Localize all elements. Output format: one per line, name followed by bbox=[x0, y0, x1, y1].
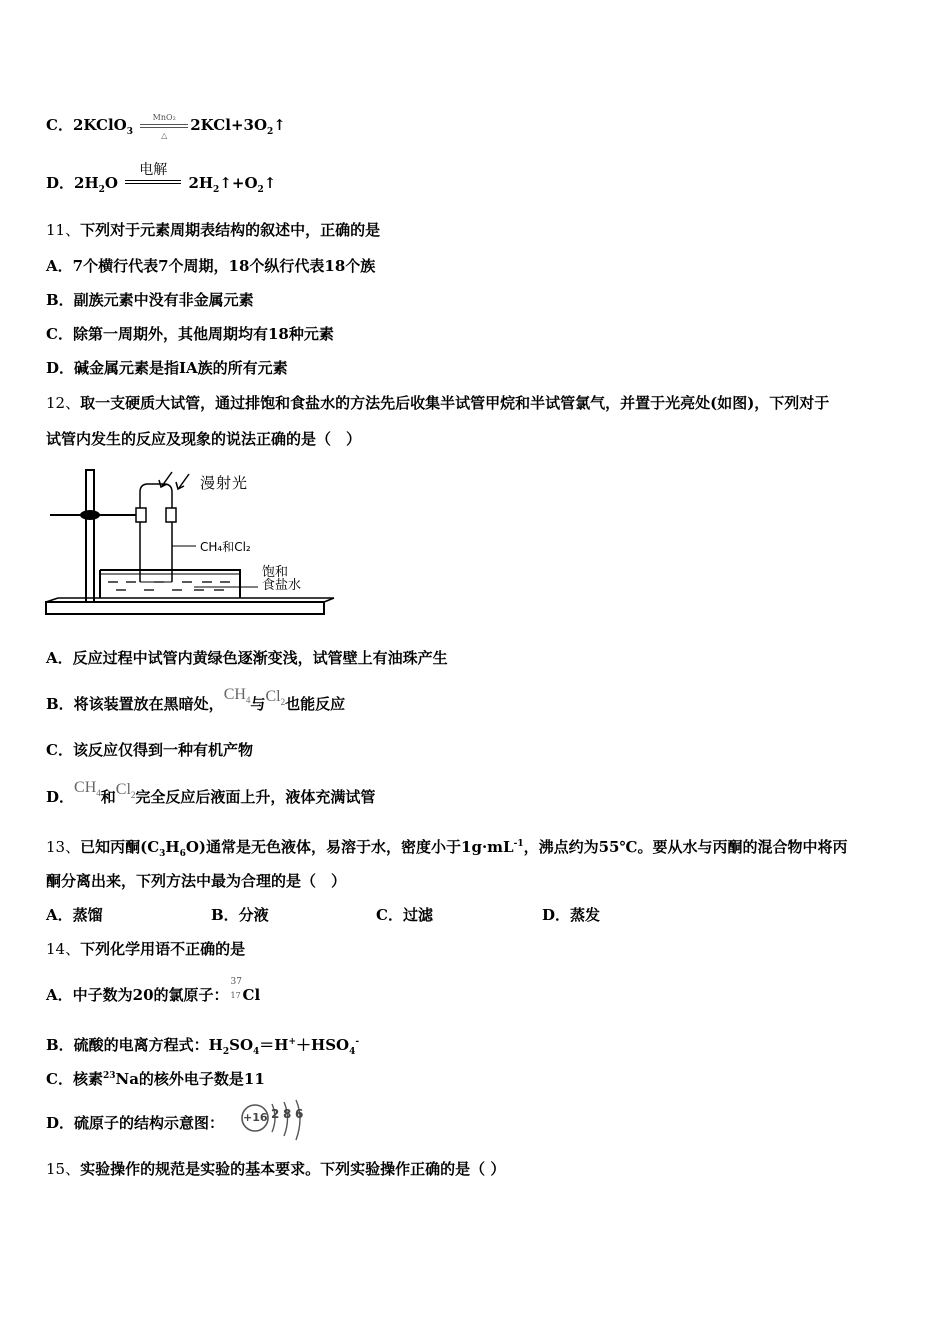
q12-apparatus-figure bbox=[44, 466, 344, 618]
q11-option-d: D．碱金属元素是指ⅠA族的所有元素 bbox=[46, 359, 288, 377]
q13-stem-line2: 酮分离出来，下列方法中最为合理的是（ ） bbox=[46, 872, 347, 890]
q12-option-d: D．$CH_4$和$Cl_2$完全反应后液面上升，液体充满试管 bbox=[46, 779, 376, 806]
nuclide-notation: 37 17 bbox=[230, 977, 242, 1000]
q10-option-d: D．$2H_2O$ 电解 $2H_2↑+O_2↑$ bbox=[46, 162, 277, 195]
label-ch4-cl2: CH₄和Cl₂ bbox=[200, 540, 251, 554]
q11-stem: 11、下列对于元素周期表结构的叙述中，正确的是 bbox=[46, 221, 381, 239]
q14-option-d: D．硫原子的结构示意图： bbox=[46, 1114, 225, 1132]
label-saturated-brine: 饱和 食盐水 bbox=[262, 565, 302, 593]
q13-stem-line1: 13、已知丙酮$(C_3H_6O)$通常是无色液体，易溶于水，密度小于$1g\cdot mL^{-1}$，沸点约为55℃。要从水与丙酮的混合物中将丙 bbox=[46, 838, 848, 859]
q13-option-a: A．蒸馏 bbox=[46, 906, 103, 924]
q14-option-a: A．中子数为20的氯原子： 37 17 Cl bbox=[46, 977, 261, 1004]
shell-electrons-3: 6 bbox=[295, 1107, 304, 1121]
q14-option-b: B．硫酸的电离方程式：$H_2SO_4=H^++HSO_4^-$ bbox=[46, 1036, 360, 1057]
q12-stem-line2: 试管内发生的反应及现象的说法正确的是（ ） bbox=[46, 430, 362, 448]
q11-option-c: C．除第一周期外，其他周期均有18种元素 bbox=[46, 325, 334, 343]
q13-option-d: D．蒸发 bbox=[542, 906, 601, 924]
q13-options bbox=[46, 905, 646, 925]
label-diffuse-light: 漫射光 bbox=[200, 474, 249, 492]
q15-stem: 15、实验操作的规范是实验的基本要求。下列实验操作正确的是（ ） bbox=[46, 1160, 506, 1178]
reaction-condition-mno2: MnO₂ △ bbox=[138, 116, 190, 136]
q12-option-c: C．该反应仅得到一种有机产物 bbox=[46, 741, 253, 759]
shell-electrons-1: 2 bbox=[271, 1107, 280, 1121]
reaction-condition-electrolysis: 电解 bbox=[123, 174, 183, 194]
q14-option-c: C．核素$^{23}$Na的核外电子数是11 bbox=[46, 1070, 265, 1088]
q10-option-c: C．2KClO$_3$ MnO₂ △ $2KCl+3O_2↑$ bbox=[46, 113, 286, 140]
q14-stem: 14、下列化学用语不正确的是 bbox=[46, 940, 246, 958]
shell-electrons-2: 8 bbox=[283, 1107, 292, 1121]
apparatus-drawing bbox=[44, 466, 344, 618]
sulfur-atom-structure-diagram bbox=[238, 1098, 308, 1144]
q11-option-a: A．7个横行代表7个周期，18个纵行代表18个族 bbox=[46, 257, 376, 275]
q13-option-b: B．分液 bbox=[211, 906, 269, 924]
q13-option-c: C．过滤 bbox=[376, 906, 433, 924]
q12-stem-line1: 12、取一支硬质大试管，通过排饱和食盐水的方法先后收集半试管甲烷和半试管氯气，并置于光亮处(如图)，下列对于 bbox=[46, 394, 830, 412]
q12-option-a: A．反应过程中试管内黄绿色逐渐变浅，试管壁上有油珠产生 bbox=[46, 649, 448, 667]
q11-option-b: B．副族元素中没有非金属元素 bbox=[46, 291, 254, 309]
nucleus-charge: +16 bbox=[243, 1111, 268, 1124]
q12-option-b: B．将该装置放在黑暗处，$CH_4$与$Cl_2$也能反应 bbox=[46, 686, 346, 713]
